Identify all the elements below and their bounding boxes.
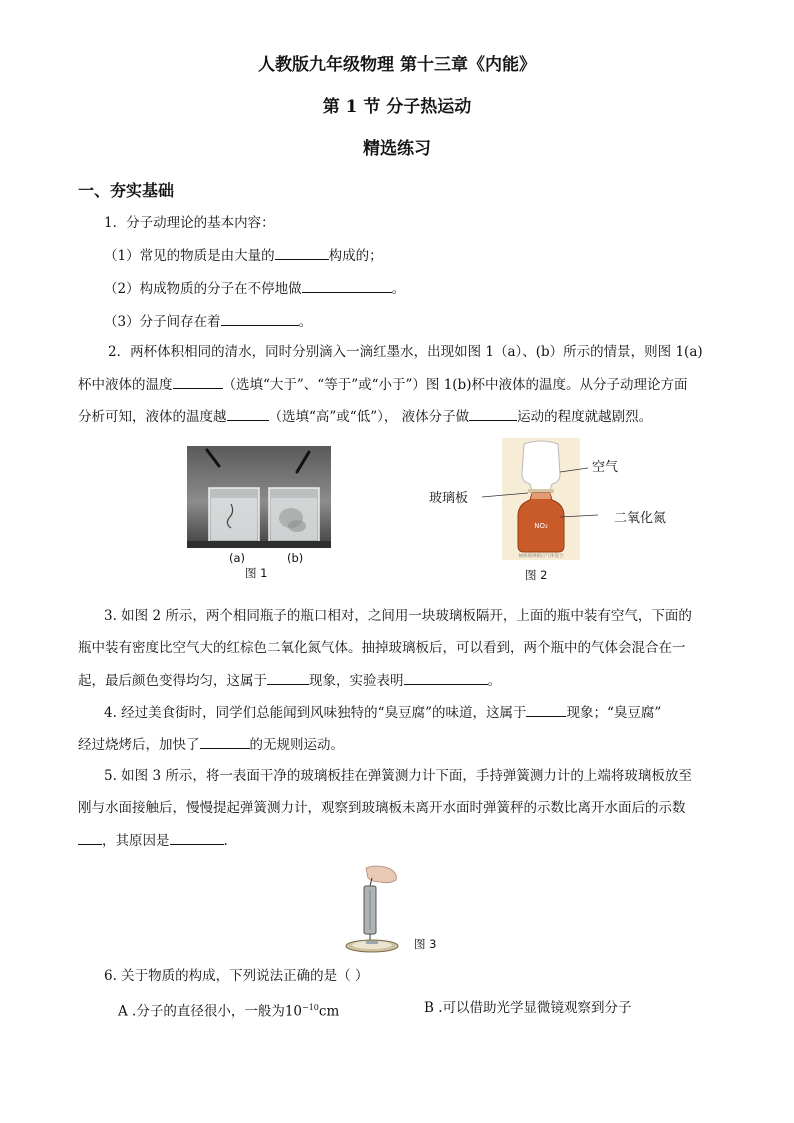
q1-item3 — [104, 311, 312, 332]
q2-line2-text-end: （选填“大于”、“等于”或“小于”）图 1(b)杯中液体的温度。从分子动理论方面 — [222, 377, 688, 393]
q2-line2-text: 杯中液体的温度 — [78, 377, 173, 393]
figure-3-caption: 图 3 — [414, 937, 437, 951]
q6-option-a-exponent: −10 — [302, 1003, 319, 1012]
figure-1-label-b: (b) — [287, 551, 304, 565]
answer-blank[interactable] — [469, 406, 517, 421]
q3-line3-text-end: 。 — [487, 673, 501, 689]
q4-line2 — [78, 734, 344, 755]
q2-line2 — [78, 374, 687, 395]
q1-item3-text: （3）分子间存在着 — [104, 314, 221, 330]
q4-line2-text-end: 的无规则运动。 — [249, 737, 344, 753]
q1-item2 — [104, 278, 405, 299]
q1-item1 — [104, 245, 383, 266]
answer-blank[interactable] — [526, 702, 566, 717]
q1-stem: 1．分子动理论的基本内容： — [104, 215, 275, 231]
answer-blank[interactable] — [173, 374, 223, 389]
q3-line1: 3. 如图 2 所示，两个相同瓶子的瓶口相对，之间用一块玻璃板隔开，上面的瓶中装有空气，下面的 — [104, 608, 692, 624]
q3-line2: 瓶中装有密度比空气大的红棕色二氧化氮气体。抽掉玻璃板后，可以看到，两个瓶中的气体会混合在一 — [78, 640, 686, 656]
q1-item1-text-end: 构成的； — [328, 248, 383, 264]
section-heading: 一、夯实基础 — [78, 181, 175, 200]
q2-line3-text-end: 运动的程度就越剧烈。 — [517, 409, 653, 425]
figure-2-caption: 图 2 — [525, 568, 548, 582]
q6-option-b[interactable]: B .可以借助光学显微镜观察到分子 — [424, 1000, 632, 1016]
q2-line3-text: 分析可知，液体的温度越 — [78, 409, 227, 425]
answer-blank[interactable] — [227, 406, 269, 421]
spring-scale-illustration — [336, 862, 408, 958]
figure-2-bottom-note: 抽掉玻璃板后气体混合 — [518, 554, 564, 559]
q5-line3-text-end: . — [223, 833, 228, 849]
no2-formula: NO₂ — [534, 522, 548, 530]
answer-blank[interactable] — [200, 734, 250, 749]
q3-line3 — [78, 670, 501, 691]
q4-line1-text-end: 现象；“臭豆腐” — [566, 705, 662, 721]
label-glass-plate: 玻璃板 — [429, 491, 469, 506]
q6-option-a[interactable] — [118, 998, 339, 1022]
q6-stem: 6. 关于物质的构成，下列说法正确的是（ ） — [104, 968, 369, 984]
q2-line3-text-mid: （选填“高”或“低”）， 液体分子做 — [268, 409, 470, 425]
q3-line3-text-mid: 现象，实验表明 — [309, 673, 404, 689]
figure-3-illustration — [336, 862, 408, 958]
q2-line1: 2．两杯体积相同的清水，同时分别滴入一滴红墨水，出现如图 1（a）、(b）所示的情景，则图 1(a) — [108, 344, 703, 360]
answer-blank[interactable] — [78, 830, 102, 845]
q6-option-a-unit: cm — [318, 1003, 340, 1020]
answer-blank[interactable] — [221, 311, 299, 326]
document-title: 人教版九年级物理 第十三章《内能》 — [258, 55, 536, 75]
q1-item3-text-end: 。 — [298, 314, 313, 330]
section-title: 第 1 节 分子热运动 — [322, 97, 472, 117]
figure-1-label-a: (a) — [229, 551, 246, 565]
answer-blank[interactable] — [170, 830, 224, 845]
q1-item1-text: （1）常见的物质是由大量的 — [104, 248, 275, 264]
q3-line3-text: 起，最后颜色变得均匀，这属于 — [78, 673, 267, 689]
label-no2: 二氧化氮 — [614, 511, 667, 526]
q1-item2-text-end: 。 — [391, 281, 406, 297]
figure-1-caption: 图 1 — [245, 566, 268, 580]
figure-1-photo — [187, 446, 331, 548]
answer-blank[interactable] — [302, 278, 392, 293]
label-air: 空气 — [592, 460, 619, 475]
q4-line1-text: 4. 经过美食街时，同学们总能闻到风味独特的“臭豆腐”的味道，这属于 — [104, 705, 527, 721]
q5-line2: 刚与水面接触后，慢慢提起弹簧测力计，观察到玻璃板未离开水面时弹簧秤的示数比离开水面后的示数 — [78, 800, 686, 816]
q5-line1: 5. 如图 3 所示，将一表面干净的玻璃板挂在弹簧测力计下面，手持弹簧测力计的上端将玻璃板放至 — [104, 768, 692, 784]
answer-blank[interactable] — [275, 245, 329, 260]
q2-line3 — [78, 406, 652, 427]
q4-line2-text: 经过烧烤后，加快了 — [78, 737, 200, 753]
q5-line3 — [78, 830, 228, 851]
q1-item2-text: （2）构成物质的分子在不停地做 — [104, 281, 302, 297]
answer-blank[interactable] — [267, 670, 309, 685]
q5-line3-text: ，其原因是 — [102, 833, 170, 849]
subtitle: 精选练习 — [363, 139, 431, 159]
beakers-illustration — [187, 446, 331, 548]
answer-blank[interactable] — [404, 670, 488, 685]
figure-2-leader-lines — [470, 455, 600, 525]
q4-line1 — [104, 702, 661, 723]
q6-option-a-text: A .分子的直径很小，一般为10 — [118, 1003, 303, 1020]
